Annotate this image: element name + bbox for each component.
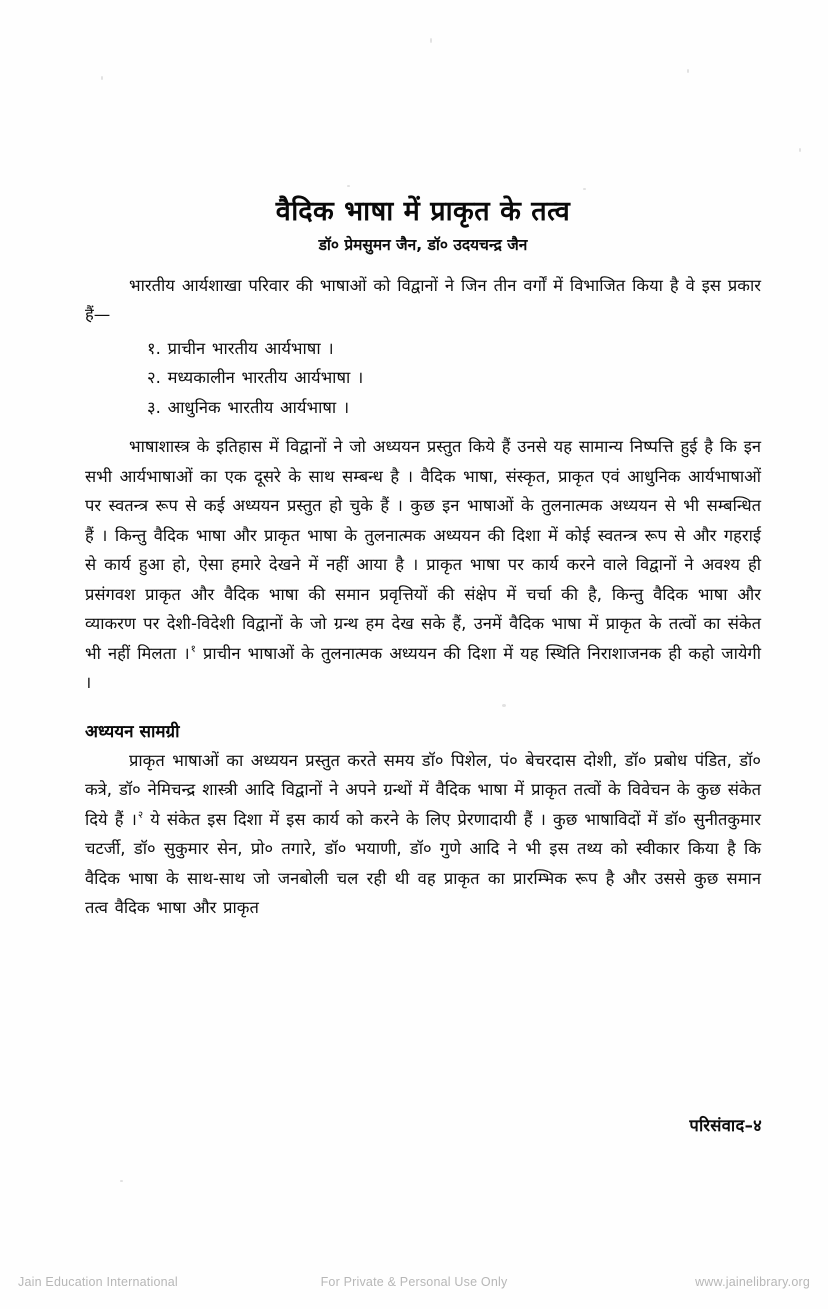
scan-speck (583, 188, 586, 190)
scan-speck (347, 185, 350, 187)
list-item: ३. आधुनिक भारतीय आर्यभाषा । (147, 397, 350, 417)
book-folio: परिसंवाद–४ (689, 1116, 762, 1135)
classification-list (85, 334, 761, 423)
section-heading: अध्ययन सामग्री (85, 721, 180, 742)
main-paragraph-text-part2: प्राचीन भाषाओं के तुलनात्मक अध्ययन की दिशा में यह स्थिति निराशाजनक ही कहो जायेगी । (85, 643, 761, 693)
study-paragraph (85, 746, 761, 923)
scan-speck (120, 1180, 123, 1182)
study-paragraph-text-part2: ये संकेत इस दिशा में इस कार्य को करने के लिए प्रेरणादायी हैं । कुछ भाषाविदों में डॉ० सुनीतकुमार चटर्जी, डॉ० सुकुमार सेन, प्रो० तगारे, डॉ० भयाणी, डॉ० गुणे आदि ने भी इस तथ्य को स्वीकार किया है कि वैदिक भाषा के साथ-साथ जो जनबोली चल रही थी वह प्राकृत का प्रारम्भिक रूप है और उससे कुछ समान तत्व वैदिक भाषा और प्राकृत (85, 809, 761, 918)
scan-speck (687, 69, 689, 73)
list-item: २. मध्यकालीन भारतीय आर्यभाषा । (147, 368, 364, 388)
paragraph-spacer (85, 700, 761, 709)
scan-footer-left: Jain Education International (18, 1275, 178, 1289)
intro-paragraph: भारतीय आर्यशाखा परिवार की भाषाओं को विद्वानों ने जिन तीन वर्गों में विभाजित किया है वे इस प्रकार हैं— (85, 275, 761, 325)
author-byline: डॉ० प्रेमसुमन जैन, डॉ० उदयचन्द्र जैन (318, 235, 528, 254)
scan-footer-right: www.jainelibrary.org (695, 1275, 810, 1289)
main-paragraph-text-part1: भाषाशास्त्र के इतिहास में विद्वानों ने जो अध्ययन प्रस्तुत किये हैं उनसे यह सामान्य निष्पत्ति हुई है कि इन सभी आर्यभाषाओं का एक दूसरे के साथ सम्बन्ध है । वैदिक भाषा, संस्कृत, प्राकृत एवं आधुनिक आर्यभाषाओं पर स्वतन्त्र रूप से कई अध्ययन प्रस्तुत हो चुके हैं । कुछ इन भाषाओं के तुलनात्मक अध्ययन से भी सम्बन्धित हैं । किन्तु वैदिक भाषा और प्राकृत भाषा के तुलनात्मक अध्ययन की दिशा में कोई स्वतन्त्र रूप से और गहराई से कार्य हुआ हो, ऐसा हमारे देखने में नहीं आया है । प्राकृत भाषा पर कार्य करने वाले विद्वानों ने अवश्य ही प्रसंगवश प्राकृत और वैदिक भाषा की समान प्रवृत्तियों की संक्षेप में चर्चा की है, किन्तु वैदिक भाषा और व्याकरण पर देशी-विदेशी विद्वानों के जो ग्रन्थ हम देख सके हैं, उनमें वैदिक भाषा में प्राकृत के तत्वों का संकेत भी नहीं मिलता । (85, 437, 761, 663)
scan-speck (101, 76, 103, 80)
list-item: १. प्राचीन भारतीय आर्यभाषा । (147, 338, 334, 358)
scan-footer (0, 1270, 828, 1294)
scan-speck (799, 148, 801, 152)
footnote-marker-1: १ (190, 644, 196, 656)
scan-speck (430, 38, 432, 43)
study-paragraph-text-part1: प्राकृत भाषाओं का अध्ययन प्रस्तुत करते समय डॉ० पिशेल, पं० बेचरदास दोशी, डॉ० प्रबोध पंडित, डॉ० कत्रे, डॉ० नेमिचन्द्र शास्त्री आदि विद्वानों ने अपने ग्रन्थों में वैदिक भाषा में प्राकृत तत्वों के विवेचन के कुछ संकेत दिये हैं । (85, 750, 761, 829)
scan-footer-middle: For Private & Personal Use Only (320, 1275, 508, 1289)
page-content (85, 195, 761, 925)
page-title: वैदिक भाषा में प्राकृत के तत्व (275, 196, 571, 227)
main-paragraph (85, 432, 761, 698)
footnote-marker-2: २ (137, 810, 144, 822)
